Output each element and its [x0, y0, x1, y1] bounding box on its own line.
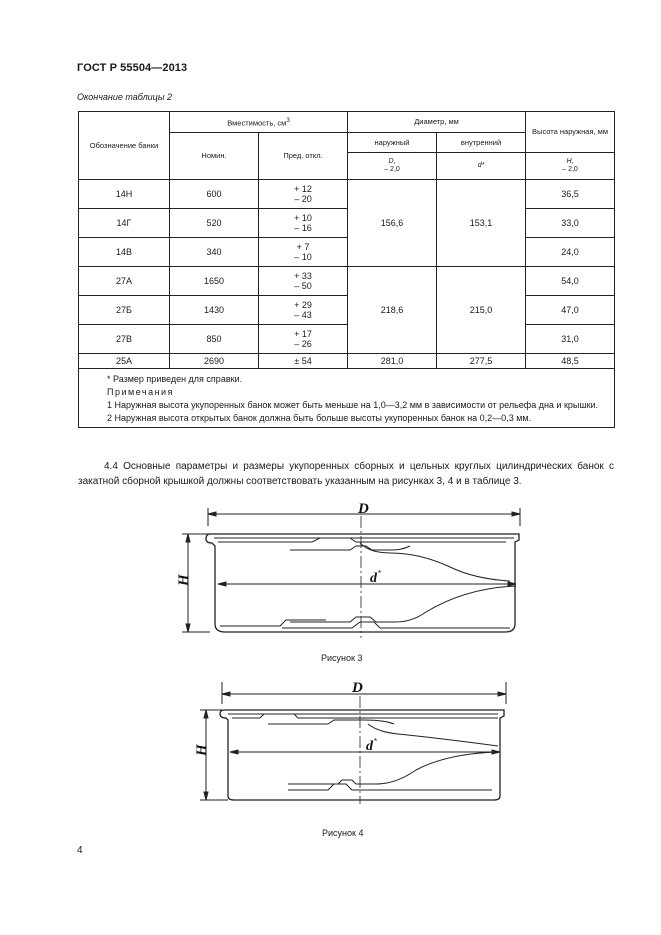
- cell-deviation: + 29 – 43: [259, 296, 348, 325]
- header-d-symbol: d*: [437, 153, 526, 180]
- cell-outer-diameter: 156,6: [348, 180, 437, 267]
- cell-nominal: 850: [170, 325, 259, 354]
- cell-designation: 14Г: [79, 209, 170, 238]
- header-designation: Обозначение банки: [79, 112, 170, 180]
- cell-nominal: 340: [170, 238, 259, 267]
- cell-height: 48,5: [526, 354, 615, 369]
- cell-height: 31,0: [526, 325, 615, 354]
- cell-nominal: 2690: [170, 354, 259, 369]
- fig4-d-label: d: [366, 739, 373, 754]
- table-caption: Окончание таблицы 2: [77, 92, 172, 102]
- cell-outer-diameter: 281,0: [348, 354, 437, 369]
- cell-inner-diameter: 277,5: [437, 354, 526, 369]
- cell-nominal: 1430: [170, 296, 259, 325]
- cell-height: 54,0: [526, 267, 615, 296]
- cell-outer-diameter: 218,6: [348, 267, 437, 354]
- cell-designation: 27А: [79, 267, 170, 296]
- paragraph-4-4: 4.4 Основные параметры и размеры укупоренных сборных и цельных круглых цилиндрических банок с закатной сборной крышкой должны соответствовать указанным на рисунках 3, 4 и в таблице 3.: [78, 461, 614, 487]
- cell-nominal: 1650: [170, 267, 259, 296]
- note-2: 2 Наружная высота открытых банок должна быть больше высоты укупоренных банок на 0,2—0,3 мм.: [107, 413, 532, 423]
- figure-4-drawing: [188, 678, 518, 808]
- cell-designation: 14Н: [79, 180, 170, 209]
- header-nominal: Номин.: [170, 133, 259, 180]
- document-header: ГОСТ Р 55504—2013: [77, 62, 188, 74]
- header-height: Высота наружная, мм: [526, 112, 615, 153]
- cell-inner-diameter: 153,1: [437, 180, 526, 267]
- note-1: 1 Наружная высота укупоренных банок может быть меньше на 1,0—3,2 мм в зависимости от рельефа дна и крышки.: [107, 400, 599, 410]
- cell-deviation: + 7 – 10: [259, 238, 348, 267]
- cell-height: 36,5: [526, 180, 615, 209]
- cell-designation: 14В: [79, 238, 170, 267]
- figure-3-drawing: [170, 498, 530, 644]
- header-inner: внутренний: [437, 133, 526, 153]
- page-number: 4: [77, 845, 83, 856]
- spec-table: [78, 111, 615, 428]
- fig3-d-mark: *: [378, 569, 382, 578]
- table-notes: [79, 369, 615, 428]
- header-D-symbol: D, – 2,0: [348, 153, 437, 180]
- cell-inner-diameter: 215,0: [437, 267, 526, 354]
- figure-3-caption: Рисунок 3: [321, 653, 363, 663]
- cell-nominal: 520: [170, 209, 259, 238]
- fig3-d-label: d: [370, 571, 377, 586]
- cell-deviation: + 33 – 50: [259, 267, 348, 296]
- cell-designation: 27В: [79, 325, 170, 354]
- figure-4-caption: Рисунок 4: [322, 828, 364, 838]
- fig3-D-label: D: [358, 501, 369, 517]
- header-deviation: Пред. откл.: [259, 133, 348, 180]
- cell-height: 24,0: [526, 238, 615, 267]
- notes-title: Примечания: [107, 387, 174, 397]
- cell-designation: 25А: [79, 354, 170, 369]
- cell-deviation: ± 54: [259, 354, 348, 369]
- header-outer: наружный: [348, 133, 437, 153]
- fig4-H-label: H: [194, 744, 210, 756]
- header-diameter: Диаметр, мм: [348, 112, 526, 133]
- header-capacity: Вместимость, $см^3$: [170, 112, 348, 133]
- table-footnote: * Размер приведен для справки.: [107, 374, 243, 384]
- fig3-H-label: H: [176, 574, 192, 586]
- cell-designation: 27Б: [79, 296, 170, 325]
- cell-height: 47,0: [526, 296, 615, 325]
- cell-deviation: + 17 – 26: [259, 325, 348, 354]
- fig4-d-mark: *: [374, 737, 378, 746]
- cell-deviation: + 10 – 16: [259, 209, 348, 238]
- cell-height: 33,0: [526, 209, 615, 238]
- fig4-D-label: D: [352, 680, 363, 696]
- cell-nominal: 600: [170, 180, 259, 209]
- header-H-symbol: H, – 2,0: [526, 153, 615, 180]
- cell-deviation: + 12 – 20: [259, 180, 348, 209]
